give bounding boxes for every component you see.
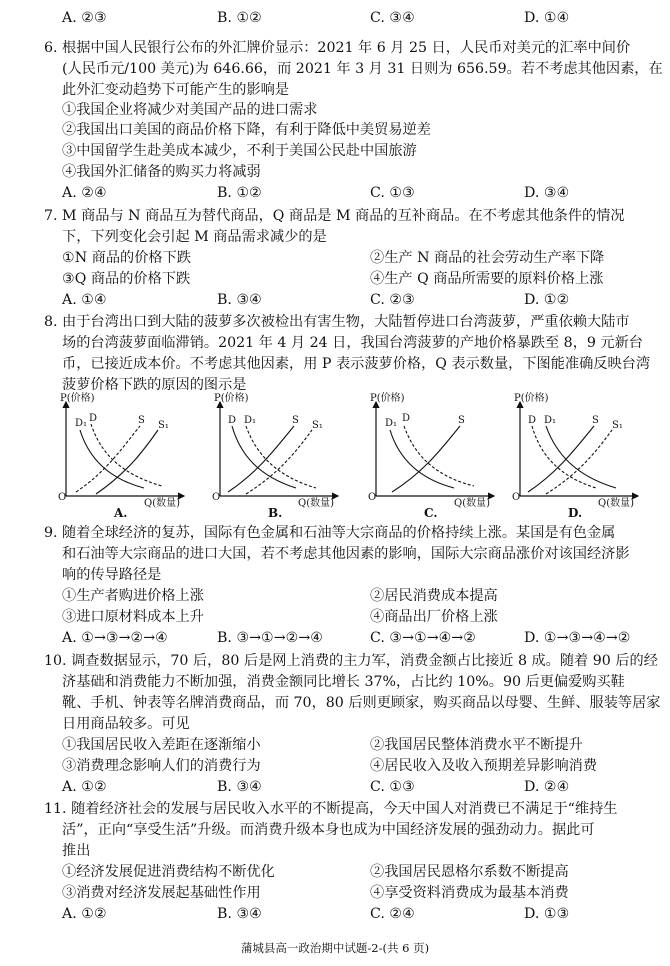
curve-label: S₁	[158, 420, 169, 431]
option-a[interactable]: A. ②③	[62, 10, 107, 26]
q10-items-row	[62, 756, 652, 776]
q6-stem-line: (人民币元/100 美元)为 646.66，而 2021 年 3 月 31 日则为 656.59。若不考虑其他因素，在	[62, 61, 663, 77]
y-axis-label: P(价格)	[514, 393, 549, 404]
curve-s	[76, 426, 140, 492]
q10-item: ①我国居民收入差距在逐渐缩小	[62, 737, 261, 753]
q10-item: ②我国居民整体消费水平不断提升	[370, 737, 583, 753]
option-d[interactable]: D. ①③	[524, 906, 570, 922]
curve-label: D₁	[244, 415, 257, 426]
q10-stem-line: 10. 调查数据显示，70 后，80 后是网上消费的主力军，消费金额占比接近 8 成。随着 90 后的经	[44, 653, 658, 669]
x-axis-label: Q(数量)	[144, 498, 181, 509]
y-axis-label: P(价格)	[370, 393, 405, 404]
option-c[interactable]: C. ③④	[370, 10, 415, 26]
origin-label: O	[58, 492, 67, 503]
option-a[interactable]: A. ①②	[62, 779, 107, 795]
q9-item: ①生产者购进价格上涨	[62, 588, 204, 604]
option-d[interactable]: D. ①②	[524, 292, 570, 308]
supply-demand-graph-b[interactable]	[212, 393, 362, 520]
curve-d	[404, 426, 474, 486]
q6-stem-line: 此外汇变动趋势下可能产生的影响是	[62, 82, 290, 98]
q6-item: ②我国出口美国的商品价格下降，有利于降低中美贸易逆差	[62, 122, 431, 138]
supply-demand-graph-a[interactable]	[58, 393, 208, 520]
q7-item: ③Q 商品的价格下跌	[62, 271, 191, 287]
q7-stem-line: 下，下列变化会引起 M 商品需求减少的是	[62, 229, 327, 245]
option-b[interactable]: B. ③④	[217, 779, 262, 795]
supply-demand-graph-d[interactable]	[512, 393, 662, 520]
q11-item: ④享受资料消费成为最基本消费	[370, 885, 569, 901]
option-c[interactable]: C. ②④	[370, 906, 415, 922]
q10-items-row	[62, 735, 652, 755]
graph-caption: C.	[424, 506, 438, 520]
q9-stem-line: 9. 随着全球经济的复苏，国际有色金属和石油等大宗商品的价格持续上涨。某国是有色金属	[44, 525, 616, 541]
option-b[interactable]: B. ③→①→②→④	[217, 630, 323, 646]
q11-items-row	[62, 883, 652, 903]
q10-options	[62, 777, 652, 797]
q11-options	[62, 904, 652, 924]
option-b[interactable]: B. ③④	[217, 292, 262, 308]
q8-stem-line: 菠萝价格下跌的原因的图示是	[62, 377, 247, 393]
option-c[interactable]: C. ①③	[370, 185, 415, 201]
curve-label: S₁	[312, 420, 323, 431]
q9-item: ③进口原材料成本上升	[62, 609, 204, 625]
q8-stem-line: 8. 由于台湾出口到大陆的菠萝多次被检出有害生物，大陆暂停进口台湾菠萝，严重依赖大陆市	[44, 314, 630, 330]
q10-stem-line: 济基础和消费能力不断加强，消费金额同比增长 37%，占比约 10%。90 后更偏爱购买鞋	[62, 674, 625, 690]
prev-question-options	[62, 8, 652, 28]
q10-item: ④居民收入及收入预期差异影响消费	[370, 758, 598, 774]
curve-s	[392, 426, 460, 492]
q6-item: ③中国留学生赴美成本减少，不利于美国公民赴中国旅游	[62, 143, 417, 159]
curve-d1	[546, 426, 616, 488]
q7-items-row	[62, 269, 652, 289]
graph-caption: D.	[568, 506, 583, 520]
q7-item: ②生产 N 商品的社会劳动生产率下降	[370, 250, 605, 266]
curve-d	[91, 424, 162, 486]
q10-stem-line: 靴、手机、钟表等名牌消费商品，而 70，80 后则更顾家，购买商品以母婴、生鲜、服装等居家	[62, 695, 661, 711]
curve-label: D	[228, 415, 237, 426]
option-b[interactable]: B. ①②	[217, 185, 262, 201]
q6-item: ①我国企业将减少对美国产品的进口需求	[62, 102, 318, 118]
q6-stem-line: 6. 根据中国人民银行公布的外汇牌价显示：2021 年 6 月 25 日，人民币对美元的汇率中间价	[44, 40, 631, 56]
q11-stem-line: 活”，正向“享受生活”升级。而消费升级本身也成为中国经济发展的强劲动力。据此可	[62, 822, 595, 838]
q9-item: ④商品出厂价格上涨	[370, 609, 498, 625]
option-d[interactable]: D. ②④	[524, 779, 570, 795]
curve-label: S	[138, 415, 145, 426]
q11-stem-line: 11. 随着经济社会的发展与居民收入水平的不断提高，今天中国人对消费已不满足于“维持生	[44, 801, 618, 817]
curve-label: S	[292, 415, 299, 426]
option-d[interactable]: D. ①④	[524, 10, 570, 26]
curve-label: S₁	[612, 420, 623, 431]
option-c[interactable]: C. ②③	[370, 292, 415, 308]
q8-stem-line: 币，已接近成本价。不考虑其他因素，用 P 表示菠萝价格，Q 表示数量，下图能准确反映台湾	[62, 356, 651, 372]
curve-s	[528, 426, 594, 492]
origin-label: O	[512, 492, 521, 503]
q6-options	[62, 183, 652, 203]
q7-items-row	[62, 248, 652, 268]
curve-s	[228, 426, 294, 492]
option-b[interactable]: B. ①②	[217, 10, 262, 26]
q7-item: ①N 商品的价格下跌	[62, 250, 191, 266]
graph-caption: B.	[268, 506, 283, 520]
q9-stem-line: 响的传导路径是	[62, 567, 162, 583]
q11-item: ③消费对经济发展起基础性作用	[62, 885, 261, 901]
q9-item: ②居民消费成本提高	[370, 588, 498, 604]
graph-caption: A.	[114, 506, 128, 520]
option-d[interactable]: D. ①→③→④→②	[524, 630, 631, 646]
q11-items-row	[62, 862, 652, 882]
option-a[interactable]: A. ②④	[62, 185, 107, 201]
curve-d1	[246, 426, 316, 488]
curve-s1	[246, 430, 312, 494]
curve-label: S	[458, 415, 465, 426]
x-axis-label: Q(数量)	[454, 498, 491, 509]
option-a[interactable]: A. ①②	[62, 906, 107, 922]
graph-c-drawing	[368, 396, 521, 520]
curve-label: D	[528, 415, 537, 426]
x-axis-label: Q(数量)	[598, 498, 635, 509]
q11-item: ②我国居民恩格尔系数不断提高	[370, 864, 569, 880]
curve-label: D₁	[75, 418, 88, 429]
q9-stem-line: 和石油等大宗商品的进口大国，若不考虑其他因素的影响，国际大宗商品涨价对该国经济影	[62, 546, 630, 562]
supply-demand-graph-c[interactable]	[368, 393, 521, 520]
graph-a-drawing	[58, 396, 208, 520]
option-a[interactable]: A. ①④	[62, 292, 107, 308]
q10-stem-line: 日用商品较多。可见	[62, 716, 190, 732]
curve-s1	[546, 430, 612, 494]
curve-label: S	[592, 415, 599, 426]
q6-item: ④我国外汇储备的购买力将减弱	[62, 164, 261, 180]
q11-item: ①经济发展促进消费结构不断优化	[62, 864, 275, 880]
q9-items-row	[62, 607, 652, 627]
origin-label: O	[212, 492, 221, 503]
q9-items-row	[62, 586, 652, 606]
q7-options	[62, 290, 652, 310]
option-a[interactable]: A. ①→③→②→④	[62, 630, 168, 646]
origin-label: O	[368, 492, 377, 503]
page-footer: 蒲城县高一政治期中试题-2-(共 6 页)	[240, 941, 430, 955]
y-axis-label: P(价格)	[60, 393, 95, 404]
curve-label: D	[89, 413, 98, 424]
curve-d1	[390, 430, 454, 488]
q8-stem-line: 场的台湾菠萝面临滞销。2021 年 4 月 24 日，我国台湾菠萝的产地价格暴跌至 8，9 元新台	[62, 335, 643, 351]
option-c[interactable]: C. ①③	[370, 779, 415, 795]
curve-label: D	[402, 413, 411, 424]
q10-item: ③消费理念影响人们的消费行为	[62, 758, 261, 774]
curve-s1	[96, 430, 158, 494]
option-c[interactable]: C. ③→①→④→②	[370, 630, 476, 646]
q7-stem-line: 7. M 商品与 N 商品互为替代商品，Q 商品是 M 商品的互补商品。在不考虑其他条件的情况	[44, 208, 625, 224]
q11-stem-line: 推出	[62, 843, 91, 859]
q9-options	[62, 628, 652, 648]
curve-label: D₁	[544, 415, 557, 426]
y-axis-label: P(价格)	[214, 393, 249, 404]
curve-label: D₁	[385, 418, 398, 429]
option-b[interactable]: B. ③④	[217, 906, 262, 922]
option-d[interactable]: D. ③④	[524, 185, 570, 201]
x-axis-label: Q(数量)	[298, 498, 335, 509]
q7-item: ④生产 Q 商品所需要的原料价格上涨	[370, 271, 604, 287]
